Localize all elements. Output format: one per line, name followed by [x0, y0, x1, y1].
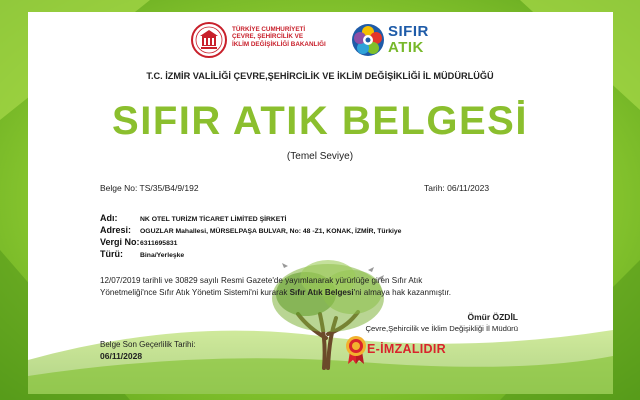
signer-block	[300, 312, 518, 333]
ministry-logo	[188, 20, 348, 60]
statement-text	[100, 275, 540, 298]
holder-name-label: Adı:	[100, 213, 118, 223]
ministry-line-1: TÜRKİYE CUMHURİYETİ	[232, 26, 306, 33]
holder-tax-value: 6311695831	[140, 240, 178, 247]
holder-type-label: Türü:	[100, 249, 123, 259]
holder-name-value: NK OTEL TURİZM TİCARET LİMİTED ŞİRKETİ	[140, 216, 287, 223]
ministry-line-3: İKLİM DEĞİŞİKLİĞİ BAKANLIĞI	[232, 40, 326, 48]
sifir-atik-logo	[348, 20, 438, 60]
holder-tax-row	[100, 237, 177, 247]
directorate-heading: T.C. İZMİR VALİLİĞİ ÇEVRE,ŞEHİRCİLİK VE İKLİM DEĞİŞİKLİĞİ İL MÜDÜRLÜĞÜ	[146, 71, 494, 81]
ministry-name	[232, 26, 326, 48]
logo-word-sifir: SIFIR	[388, 23, 429, 40]
holder-tax-label: Vergi No:	[100, 237, 140, 247]
holder-address-value: OGUZLAR Mahallesi, MÜRSELPAŞA BULVAR, No: 48 -Z1, KONAK, İZMİR, Türkiye	[140, 228, 402, 235]
logo-word-atik: ATIK	[388, 39, 424, 56]
holder-type-row	[100, 249, 184, 259]
signer-name: Ömür ÖZDİL	[467, 312, 518, 322]
validity-label: Belge Son Geçerlilik Tarihi:	[100, 340, 196, 349]
e-signature-label: E-İMZALIDIR	[367, 342, 446, 356]
holder-type-value: Bina/Yerleşke	[140, 252, 185, 259]
holder-address-label: Adresi:	[100, 225, 132, 235]
document-date: Tarih: 06/11/2023	[424, 183, 490, 193]
document-number: Belge No: TS/35/B4/9/192	[100, 183, 199, 193]
statement-certificate-name: Sıfır Atık Belgesi	[289, 287, 354, 297]
sifir-atik-flower-icon	[350, 22, 386, 58]
validity-date: 06/11/2028	[100, 351, 143, 361]
e-signature-seal	[345, 333, 465, 363]
signer-title: Çevre,Şehircilik ve İklim Değişikliği İl Müdürü	[365, 324, 518, 333]
statement-line-2-end: 'ni almaya hak kazanmıştır.	[353, 287, 452, 297]
statement-line-2-start: Yönetmeliği'nce Sıfır Atık Yönetim Sistemi'ni kurarak	[100, 287, 290, 297]
statement-line-2	[100, 287, 540, 299]
rosette-seal-icon	[345, 335, 367, 365]
ministry-line-2: ÇEVRE, ŞEHİRCİLİK VE	[232, 33, 304, 41]
holder-address-row	[100, 225, 401, 235]
certificate-level: (Temel Seviye)	[286, 151, 354, 162]
certificate-title: SIFIR ATIK BELGESİ	[112, 99, 528, 143]
holder-name-row	[100, 213, 286, 223]
statement-line-1: 12/07/2019 tarihli ve 30829 sayılı Resmi Gazete'de yayımlanarak yürürlüğe giren Sıfır Atık	[100, 276, 423, 285]
ministry-emblem-icon	[190, 21, 228, 59]
